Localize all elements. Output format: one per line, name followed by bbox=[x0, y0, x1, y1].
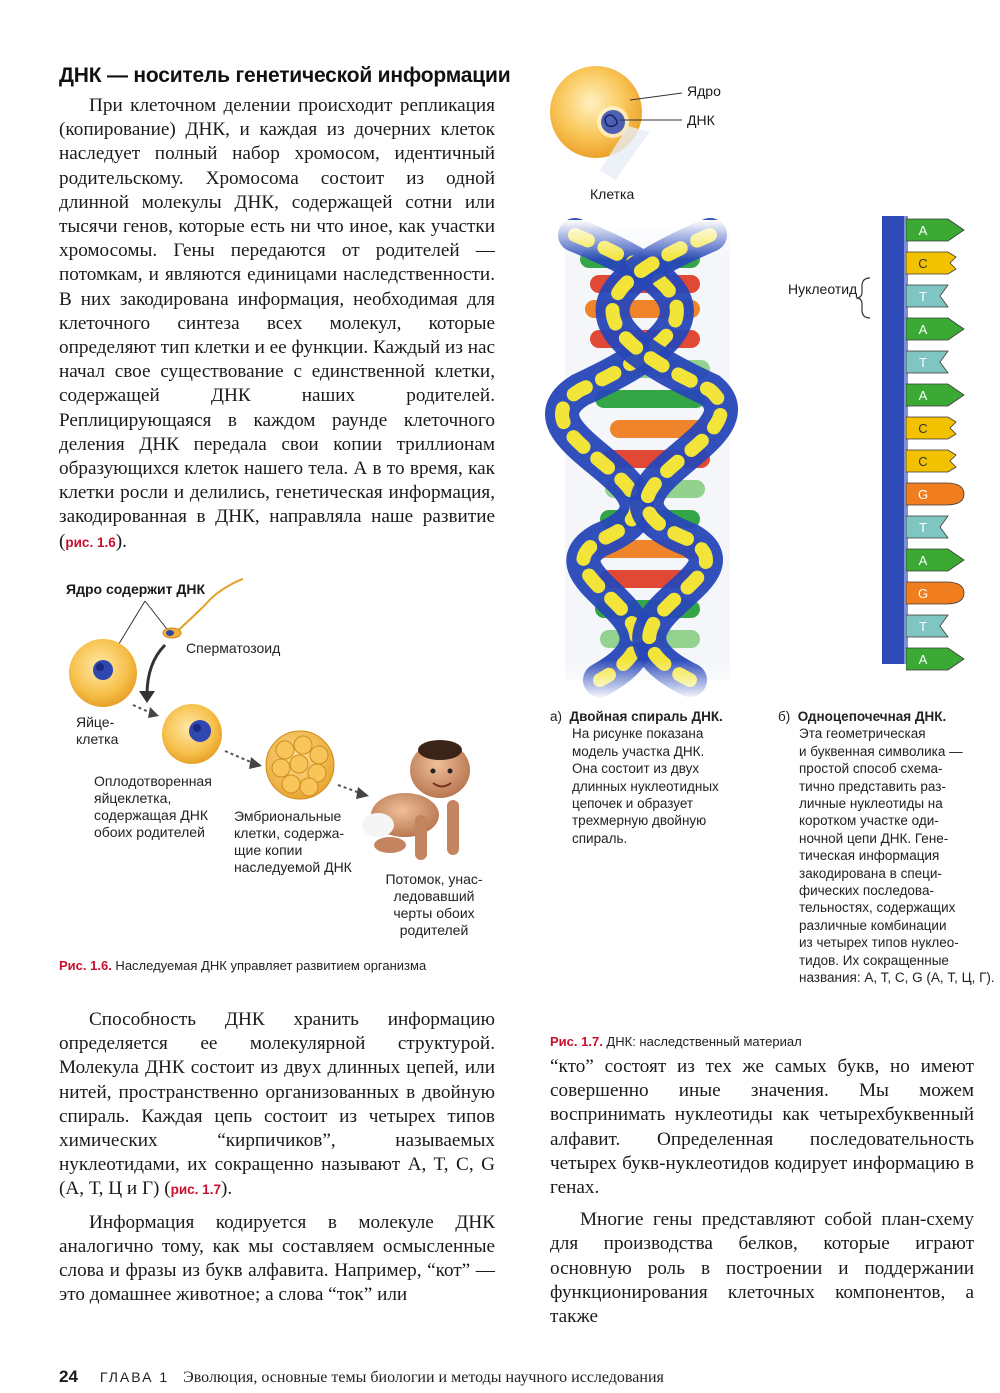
fig16-label-nucleus: Ядро содержит ДНК bbox=[66, 581, 206, 597]
fig-ref-1-7[interactable]: рис. 1.7 bbox=[170, 1182, 221, 1198]
baby-illustration bbox=[362, 740, 470, 860]
fig16-label-sperm: Сперматозоид bbox=[186, 640, 281, 656]
nucleotide-t-2 bbox=[906, 284, 966, 308]
dna-double-helix bbox=[540, 220, 750, 700]
nucleotide-letter: A bbox=[918, 388, 928, 403]
right-column-text bbox=[550, 1055, 974, 1329]
fig17-caption: Рис. 1.7. ДНК: наследственный материал bbox=[550, 1034, 802, 1049]
sub-b-line: тельностях, содержащих bbox=[799, 900, 956, 916]
sub-b-line: ночной цепи ДНК. Гене- bbox=[799, 830, 949, 846]
fig16-label-offspring: Потомок, унас- ледовавший черты обоих родителей bbox=[385, 871, 483, 938]
nucleotide-letter: A bbox=[918, 322, 928, 337]
nucleotide-t-4 bbox=[906, 350, 966, 374]
nucleotide-letter: A bbox=[918, 223, 928, 238]
nucleotide-letter: C bbox=[918, 421, 928, 436]
nucleotide-c-6 bbox=[906, 416, 966, 440]
nucleotide-g-8 bbox=[906, 482, 966, 506]
nucleotide-letter: G bbox=[917, 487, 929, 502]
sub-b-line: названия: A, T, C, G (А, Т, Ц, Г). bbox=[799, 970, 995, 986]
sub-a-line: На рисунке показана bbox=[572, 726, 704, 742]
fig17-label-dna: ДНК bbox=[687, 112, 715, 128]
paragraph-2: Способность ДНК хранить информацию определяется ее молекулярной структурой. Молекула ДНК состоит из двух длинных цепей, или нитей, пространственно организованных в двойную спираль. Каждая цепь состоит из четырех типов химических “кирпичиков”, называемых нуклеотидами, их сокращенно называют A, T, C, G (А, Т, Ц и Г) (рис. 1.7). bbox=[59, 1009, 495, 1200]
nucleotide-c-1 bbox=[906, 251, 966, 275]
nucleotide-letter: G bbox=[917, 586, 929, 601]
nucleotide-letter: T bbox=[919, 520, 927, 535]
nucleotide-letter: T bbox=[919, 355, 927, 370]
sub-b-line: простой способ схема- bbox=[799, 761, 943, 777]
sub-a-line: Она состоит из двух bbox=[572, 761, 700, 777]
nucleotide-letter: C bbox=[918, 256, 928, 271]
fig16-label-fertilized: Оплодотворенная яйцеклетка, содержащая ДНК обоих родителей bbox=[94, 773, 212, 840]
fig-ref-1-6[interactable]: рис. 1.6 bbox=[65, 534, 116, 550]
nucleotide-t-9 bbox=[906, 515, 966, 539]
page-footer bbox=[59, 1367, 664, 1387]
chapter-title: Эволюция, основные темы биологии и методы научного исследования bbox=[183, 1369, 664, 1386]
sub-b-line: личные нуклеотиды на bbox=[799, 796, 943, 812]
sub-a-line: трехмерную двойную bbox=[572, 813, 707, 829]
left-column-text-lower bbox=[59, 1008, 495, 1307]
paragraph-3: Информация кодируется в молекуле ДНК аналогично тому, как мы составляем осмысленные слова и фразы из букв алфавита. Например, “кот” — это домашнее животное; а слова “ток” или bbox=[59, 1211, 495, 1306]
single-strand-backbone bbox=[882, 216, 904, 664]
fig17-label-cell: Клетка bbox=[590, 186, 635, 202]
sub-b-line: коротком участке оди- bbox=[799, 813, 939, 829]
sub-a-line: модель участка ДНК. bbox=[572, 743, 705, 759]
sub-a-line: спираль. bbox=[572, 830, 628, 846]
nucleotide-letter: T bbox=[919, 619, 927, 634]
nucleotide-letter: T bbox=[919, 289, 927, 304]
fig16-caption: Рис. 1.6. Наследуемая ДНК управляет развитием организма bbox=[59, 958, 427, 973]
nucleotide-c-7 bbox=[906, 449, 966, 473]
fig17-subcaption-b: б) Одноцепочечная ДНК. Эта геометрическая и буквенная символика — простой способ схема- тично представить раз- личные нуклеотиды на коротком участке оди- ночной цепи ДНК. Гене- тическая информация закодирована в специ- фических последова- тельностях, содержащих различные комбинации из четырех типов нуклео- тидов. Их сокращенные названия: A, T, C, G (А, Т, Ц, Г). bbox=[778, 708, 1000, 987]
nucleus-icon bbox=[601, 110, 625, 134]
sub-b-line: тично представить раз- bbox=[799, 778, 946, 794]
nucleotide-a-3 bbox=[906, 317, 966, 341]
nucleotide-a-10 bbox=[906, 548, 966, 572]
sub-a-line: цепочек и образует bbox=[572, 796, 694, 812]
embryo-cells bbox=[266, 731, 334, 799]
sub-b-line: тидов. Их сокращенные bbox=[799, 952, 949, 968]
nucleotide-t-12 bbox=[906, 614, 966, 638]
right-paragraph-1: “кто” состоят из тех же самых букв, но имеют совершенно иные значения. Мы можем воспринимать нуклеотиды как четырехбуквенный алфавит. Определенная последовательность четырех букв-нуклеотидов кодирует информацию в генах. bbox=[550, 1056, 974, 1199]
sub-b-line: Эта геометрическая bbox=[799, 726, 926, 742]
left-column-text bbox=[59, 94, 495, 555]
nucleotide-letter: C bbox=[918, 454, 928, 469]
nucleotide-letter: A bbox=[918, 652, 928, 667]
chapter-label: ГЛАВА 1 bbox=[99, 1369, 170, 1385]
right-paragraph-2: Многие гены представляют собой план-схему для производства белков, которые играют основную роль в построении и поддержании функционирования клеточных компонентов, а также bbox=[550, 1209, 974, 1328]
sub-b-line: закодирована в специ- bbox=[799, 865, 942, 881]
sub-b-line: из четырех типов нуклео- bbox=[799, 935, 959, 951]
sub-b-line: тическая информация bbox=[799, 848, 940, 864]
sub-b-line: различные комбинации bbox=[799, 917, 947, 933]
fig17-label-nucleotide: Нуклеотид bbox=[788, 281, 858, 297]
page-number: 24 bbox=[59, 1367, 78, 1386]
nucleotide-a-0 bbox=[906, 218, 966, 242]
nucleotide-a-5 bbox=[906, 383, 966, 407]
fig16-label-embryo: Эмбриональные клетки, содержа- щие копии наследуемой ДНК bbox=[234, 808, 352, 875]
fig17-label-nucleus: Ядро bbox=[687, 83, 721, 99]
nucleotide-a-13 bbox=[906, 647, 966, 671]
fig17-subcaption-a: а) Двойная спираль ДНК. На рисунке показана модель участка ДНК. Она состоит из двух длинных нуклеотидных цепочек и образует трехмерную двойную спираль. bbox=[550, 708, 760, 847]
paragraph-1: При клеточном делении происходит репликация (копирование) ДНК, и каждая из дочерних клеток наследует полный набор хромосом, идентичный родительскому. Хромосома состоит из одной длинной молекулы ДНК, содержащей сотни или тысячи генов, которые есть ни что иное, как участки хромосомы. Гены передаются от родителей — потомкам, и являются единицами наследственности. В них закодирована информация, необходимая для клеточного синтеза всех молекул, которые определяют тип клетки и ее функции. Каждый из нас начал свое существование с единственной клетки, содержащей ДНК наших родителей. Реплицирующаяся в каждом раунде клеточного деления ДНК передала свои копии триллионам образующихся клеток нашего тела. А в то время, как клетки росли и делились, генетическая информация, закодированная в ДНК, направляла наше развитие (рис. 1.6). bbox=[59, 95, 495, 552]
sub-b-line: и буквенная символика — bbox=[799, 743, 963, 759]
fig16-label-egg: Яйце- клетка bbox=[76, 714, 119, 747]
nucleotide-letter: A bbox=[918, 553, 928, 568]
section-heading: ДНК — носитель генетической информации bbox=[59, 64, 511, 87]
nucleotide-g-11 bbox=[906, 581, 966, 605]
sub-a-line: длинных нуклеотидных bbox=[572, 778, 719, 794]
sub-b-line: фических последова- bbox=[799, 883, 934, 899]
